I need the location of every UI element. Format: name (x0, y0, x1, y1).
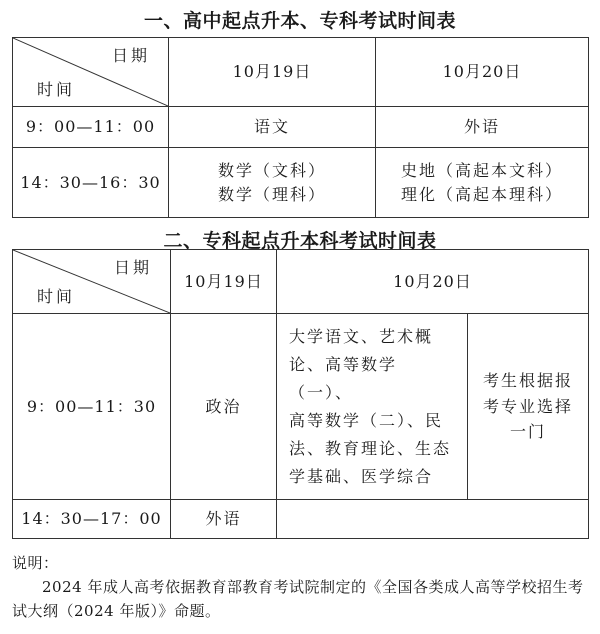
subject-list-line: 大学语文、艺术概 (289, 326, 434, 346)
subject-cell: 外语 (376, 107, 589, 148)
schedule-table-2 (12, 249, 589, 539)
time-cell: 14：30—17：00 (13, 500, 171, 539)
subject-list-line: 高等数学（二）、民 (289, 410, 444, 430)
subject-cell (376, 148, 589, 218)
section2-title: 二、专科起点升本科考试时间表 (163, 230, 437, 252)
time-cell: 9：00—11：00 (13, 107, 169, 148)
subject-cell: 语文 (169, 107, 376, 148)
day2-header: 10月20日 (376, 38, 589, 107)
note-line: 考生根据报 (483, 371, 574, 391)
subject-list-line: 法、教育理论、生态 (289, 438, 452, 458)
time-cell: 14：30—16：30 (13, 148, 169, 218)
table-row (13, 314, 589, 500)
table-header-row (13, 38, 589, 107)
date-label: 日期 (111, 46, 150, 65)
day1-header: 10月19日 (169, 38, 376, 107)
selection-note-cell (468, 314, 589, 500)
notes-text: 2024 年成人高考依据教育部教育考试院制定的《全国各类成人高等学校招生考试大纲（2024 年版）》命题。 (12, 578, 584, 620)
subject-line: 理化（高起本理科） (400, 184, 563, 204)
note-line: 一门 (510, 422, 547, 442)
subject-cell (169, 148, 376, 218)
notes-label: 说明： (12, 554, 59, 572)
time-cell: 9：00—11：30 (13, 314, 171, 500)
subject-line: 数学（文科） (217, 160, 326, 180)
subject-list-line: 论、高等数学（一）、 (289, 354, 398, 402)
date-label: 日期 (113, 258, 152, 277)
table-row (13, 107, 589, 148)
subject-list-line: 学基础、医学综合 (289, 466, 434, 486)
day2-header: 10月20日 (277, 250, 589, 314)
table-row (13, 500, 589, 539)
subject-cell: 外语 (171, 500, 277, 539)
empty-cell (277, 500, 589, 539)
subject-cell: 政治 (171, 314, 277, 500)
section1-title: 一、高中起点升本、专科考试时间表 (143, 10, 456, 32)
table-row (13, 148, 589, 218)
note-line: 考专业选择 (483, 396, 574, 416)
time-label: 时间 (37, 287, 76, 306)
time-label: 时间 (37, 80, 76, 99)
table-header-row (13, 250, 589, 314)
diagonal-header-cell (13, 250, 171, 314)
schedule-table-1 (12, 37, 589, 218)
subject-list-cell (277, 314, 468, 500)
notes-block (12, 551, 590, 623)
subject-line: 史地（高起本文科） (400, 160, 563, 180)
subject-line: 数学（理科） (217, 184, 326, 204)
diagonal-header-cell (13, 38, 169, 107)
day1-header: 10月19日 (171, 250, 277, 314)
